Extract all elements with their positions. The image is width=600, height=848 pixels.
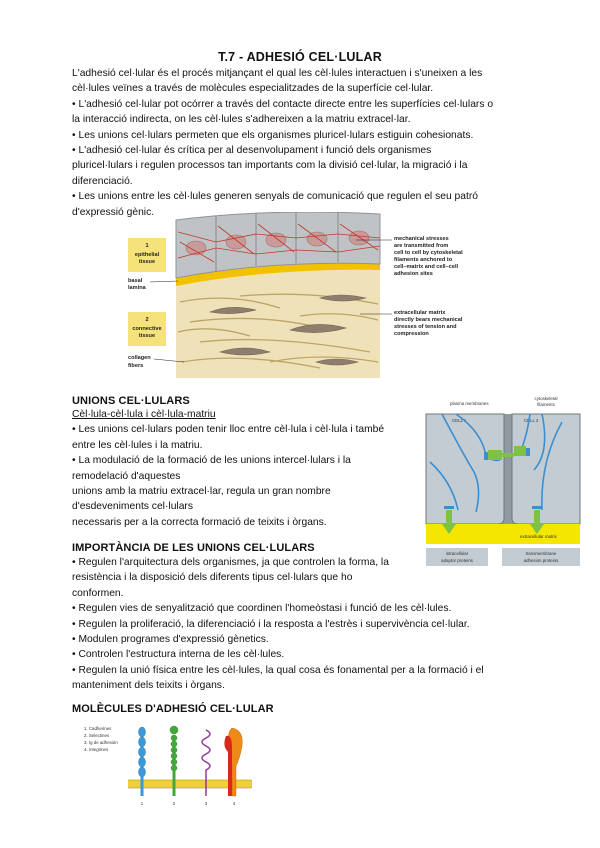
note1-line: are transmitted from bbox=[394, 243, 449, 249]
unions-line: • Les unions cel·lulars poden tenir lloc entre cèl·lula i cèl·lula i també bbox=[72, 424, 385, 436]
box1-number: 1 bbox=[145, 243, 149, 249]
cell2-label: CELL 2 bbox=[524, 418, 539, 423]
intro-line: • L'adhesió cel·lular és crítica per al desenvolupament i funció dels organismes bbox=[72, 145, 432, 157]
transmembrane-label-line1: transmembrane bbox=[525, 551, 557, 556]
intro-line: d'expressió gènic. bbox=[72, 206, 155, 218]
collagen-label-line1: collagen bbox=[128, 355, 151, 361]
molecules-heading: MOLÈCULES D'ADHESIÓ CEL·LULAR bbox=[72, 703, 274, 715]
importancia-line: • Regulen la unió física entre les cèl·lules, la qual cosa és fonamental per a la formació i el bbox=[72, 664, 484, 676]
intro-line: diferenciació. bbox=[72, 175, 133, 187]
molecules-figure bbox=[82, 722, 252, 808]
basal-lamina-label-line2: lamina bbox=[128, 285, 146, 291]
unions-subheading: Cèl·lula-cèl·lula i cèl·lula-matriu bbox=[72, 409, 216, 420]
legend-item: 4. Integrines bbox=[84, 747, 109, 752]
importancia-line: • Regulen l'arquitectura dels organismes, ja que controlen la forma, la bbox=[72, 557, 389, 568]
importancia-line: conformen. bbox=[72, 587, 124, 599]
note1-line: mechanical stresses bbox=[394, 236, 449, 242]
basal-lamina-label-line1: basal bbox=[128, 278, 143, 284]
unions-line: unions amb la matriu extracel·lar, regula un gran nombre bbox=[72, 486, 331, 498]
legend-item: 3. Ig de adhesión bbox=[84, 740, 118, 745]
importancia-text bbox=[72, 555, 484, 694]
intro-line: • Les unions entre les cèl·lules generen senyals de comunicació que regulen el seu patró bbox=[72, 191, 479, 203]
note2-line: extracellular matrix bbox=[394, 310, 446, 316]
unions-heading: UNIONS CEL·LULARS bbox=[72, 395, 190, 407]
importancia-line: • Controlen l'estructura interna de les cèl·lules. bbox=[72, 649, 285, 661]
legend-item: 1. Cadherines bbox=[84, 726, 112, 731]
intro-line: • Les unions cel·lulars permeten que els organismes pluricel·lulars estiguin cohesionats. bbox=[72, 129, 474, 141]
intro-line: L'adhesió cel·lular és el procés mitjançant el qual les cèl·lules interactuen i s'uneixen a les bbox=[72, 68, 483, 79]
importancia-line: resistència i la disposició dels diferents tipus cel·lulars que ho bbox=[72, 572, 353, 584]
unions-line: remodelació d'aquestes bbox=[72, 470, 181, 482]
importancia-line: • Regulen la proliferació, la diferenciació i la resposta a l'estrès i supervivència cel·lular. bbox=[72, 618, 470, 630]
unions-line: d'esdeveniments cel·lulars bbox=[72, 501, 194, 513]
unions-line: • La modulació de la formació de les unions intercel·lulars i la bbox=[72, 455, 351, 467]
intro-line: • L'adhesió cel·lular pot ocórrer a través del contacte directe entre les superfícies cel·lulars o bbox=[72, 98, 494, 110]
tissue-figure bbox=[120, 212, 480, 380]
importancia-heading: IMPORTÀNCIA DE LES UNIONS CEL·LULARS bbox=[72, 542, 315, 554]
unions-text bbox=[72, 407, 384, 530]
importancia-line: • Regulen vies de senyalització que coordinen l'homeòstasi i funció de les cèl·lules. bbox=[72, 603, 452, 615]
note2-line: stresses of tension and bbox=[394, 324, 457, 330]
collagen-label-line2: fibers bbox=[128, 363, 144, 369]
importancia-line: • Modulen programes d'expressió gènetics. bbox=[72, 634, 269, 646]
intro-line: pluricel·lulars i regulen processos tan importants com la divisió cel·lular, la migració i la bbox=[72, 160, 468, 172]
intro-text bbox=[72, 66, 493, 220]
cyto-label-line1: cytoskeletal bbox=[534, 396, 558, 401]
cell1-label: CELL 1 bbox=[452, 418, 467, 423]
adaptor-label-line1: intracellular bbox=[445, 551, 469, 556]
molecule-number: 1 bbox=[140, 801, 144, 806]
box1-label-line2: tissue bbox=[138, 259, 156, 265]
adaptor-label-line2: adaptor proteins bbox=[441, 558, 473, 563]
unions-line: entre les cèl·lules i la matriu. bbox=[72, 439, 203, 451]
junction-figure bbox=[422, 392, 582, 570]
legend-item: 2. Selectines bbox=[84, 733, 110, 738]
page-title: T.7 - ADHESIÓ CEL·LULAR bbox=[218, 50, 382, 64]
intro-line: la interacció indirecta, on les cèl·lules s'adhereixen a la matriu extracel·lar. bbox=[72, 114, 411, 126]
note2-line: compression bbox=[394, 331, 429, 337]
note1-line: cell to cell by cytoskeletal bbox=[394, 250, 463, 256]
unions-line: necessaris per a la correcta formació de teixits i òrgans. bbox=[72, 516, 327, 528]
molecule-number: 2 bbox=[172, 801, 176, 806]
note1-line: filaments anchored to bbox=[394, 257, 453, 263]
molecule-number: 4 bbox=[232, 801, 236, 806]
box2-label-line1: connective bbox=[132, 326, 162, 332]
importancia-line: manteniment dels teixits i òrgans. bbox=[72, 680, 225, 692]
note1-line: cell–matrix and cell–cell bbox=[394, 264, 459, 270]
note2-line: directly bears mechanical bbox=[394, 317, 463, 323]
note1-line: adhesion sites bbox=[394, 271, 433, 277]
box2-number: 2 bbox=[145, 317, 149, 323]
intro-line: cèl·lules veïnes a través de molècules especialitzades de la superfície cel·lular. bbox=[72, 83, 434, 95]
cyto-label-line2: filaments bbox=[537, 402, 555, 407]
ecm-label: extracellular matrix bbox=[520, 534, 557, 539]
transmembrane-label-line2: adhesion proteins bbox=[523, 558, 559, 563]
plasma-membranes-label: plasma membranes bbox=[450, 401, 489, 406]
molecule-number: 3 bbox=[204, 801, 208, 806]
box1-label-line1: epithelial bbox=[134, 252, 160, 258]
box2-label-line2: tissue bbox=[138, 333, 156, 339]
